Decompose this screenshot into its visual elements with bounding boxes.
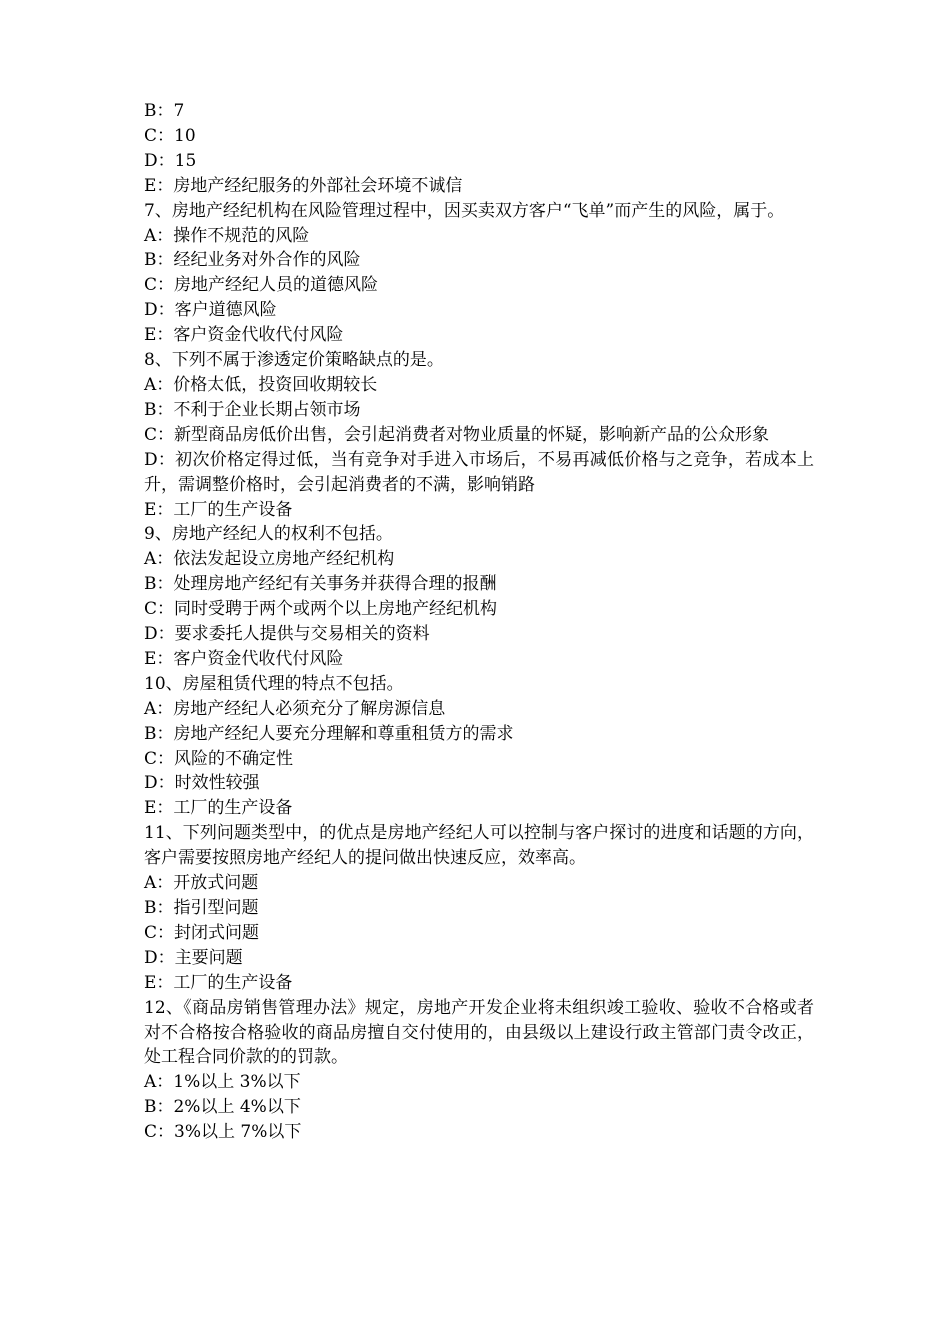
option-line: C：10: [144, 125, 196, 146]
option-line: A：依法发起设立房地产经纪机构: [144, 549, 395, 570]
option-line: E：工厂的生产设备: [144, 798, 293, 819]
option-line: A：价格太低，投资回收期较长: [144, 374, 378, 395]
option-line: A：1%以上 3%以下: [144, 1072, 301, 1093]
option-line: B：处理房地产经纪有关事务并获得合理的报酬: [144, 574, 497, 595]
question-line: 9、房地产经纪人的权利不包括。: [144, 524, 393, 545]
question-line: 11、下列问题类型中，的优点是房地产经纪人可以控制与客户探讨的进度和话题的方向，客户需要按照房地产经纪人的提问做出快速反应，效率高。: [144, 823, 814, 869]
option-line: C：新型商品房低价出售，会引起消费者对物业质量的怀疑，影响新产品的公众形象: [144, 424, 770, 445]
option-line: E：客户资金代收代付风险: [144, 648, 344, 669]
question-line: 12、《商品房销售管理办法》规定，房地产开发企业将未组织竣工验收、验收不合格或者对不合格按合格验收的商品房擅自交付使用的，由县级以上建设行政主管部门责令改正，处工程合同价款的的罚款。: [144, 997, 814, 1068]
option-line: A：房地产经纪人必须充分了解房源信息: [144, 698, 446, 719]
option-line: B：指引型问题: [144, 898, 259, 918]
question-line: 8、下列不属于渗透定价策略缺点的是。: [144, 350, 444, 371]
option-line: A：开放式问题: [144, 873, 259, 894]
option-line: D：要求委托人提供与交易相关的资料: [144, 624, 430, 645]
option-line: E：客户资金代收代付风险: [144, 325, 344, 346]
document-page: [144, 99, 814, 1145]
option-line: B：房地产经纪人要充分理解和尊重租赁方的需求: [144, 723, 514, 744]
option-line: C：风险的不确定性: [144, 748, 294, 769]
option-line: B：经纪业务对外合作的风险: [144, 250, 361, 271]
option-line: B：不利于企业长期占领市场: [144, 399, 361, 420]
question-line: 7、房地产经纪机构在风险管理过程中，因买卖双方客户“飞单”而产生的风险，属于。: [144, 200, 785, 221]
option-line: D：时效性较强: [144, 773, 260, 794]
option-line: C：封闭式问题: [144, 922, 260, 943]
option-line: B：7: [144, 101, 185, 121]
option-line: B：2%以上 4%以下: [144, 1097, 301, 1118]
option-line: D：客户道德风险: [144, 300, 277, 321]
option-line: C：同时受聘于两个或两个以上房地产经纪机构: [144, 599, 498, 620]
option-line: D：15: [144, 150, 197, 171]
option-line: C：房地产经纪人员的道德风险: [144, 275, 379, 296]
question-line: 10、房屋租赁代理的特点不包括。: [144, 673, 404, 694]
option-line: A：操作不规范的风险: [144, 225, 310, 246]
option-line: E：房地产经纪服务的外部社会环境不诚信: [144, 175, 463, 196]
option-line: C：3%以上 7%以下: [144, 1122, 302, 1143]
option-line: E：工厂的生产设备: [144, 499, 293, 520]
option-line: D：初次价格定得过低，当有竞争对手进入市场后，不易再减低价格与之竞争，若成本上升，需调整价格时，会引起消费者的不满，影响销路: [144, 449, 814, 495]
option-line: E：工厂的生产设备: [144, 972, 293, 993]
option-line: D：主要问题: [144, 947, 243, 968]
